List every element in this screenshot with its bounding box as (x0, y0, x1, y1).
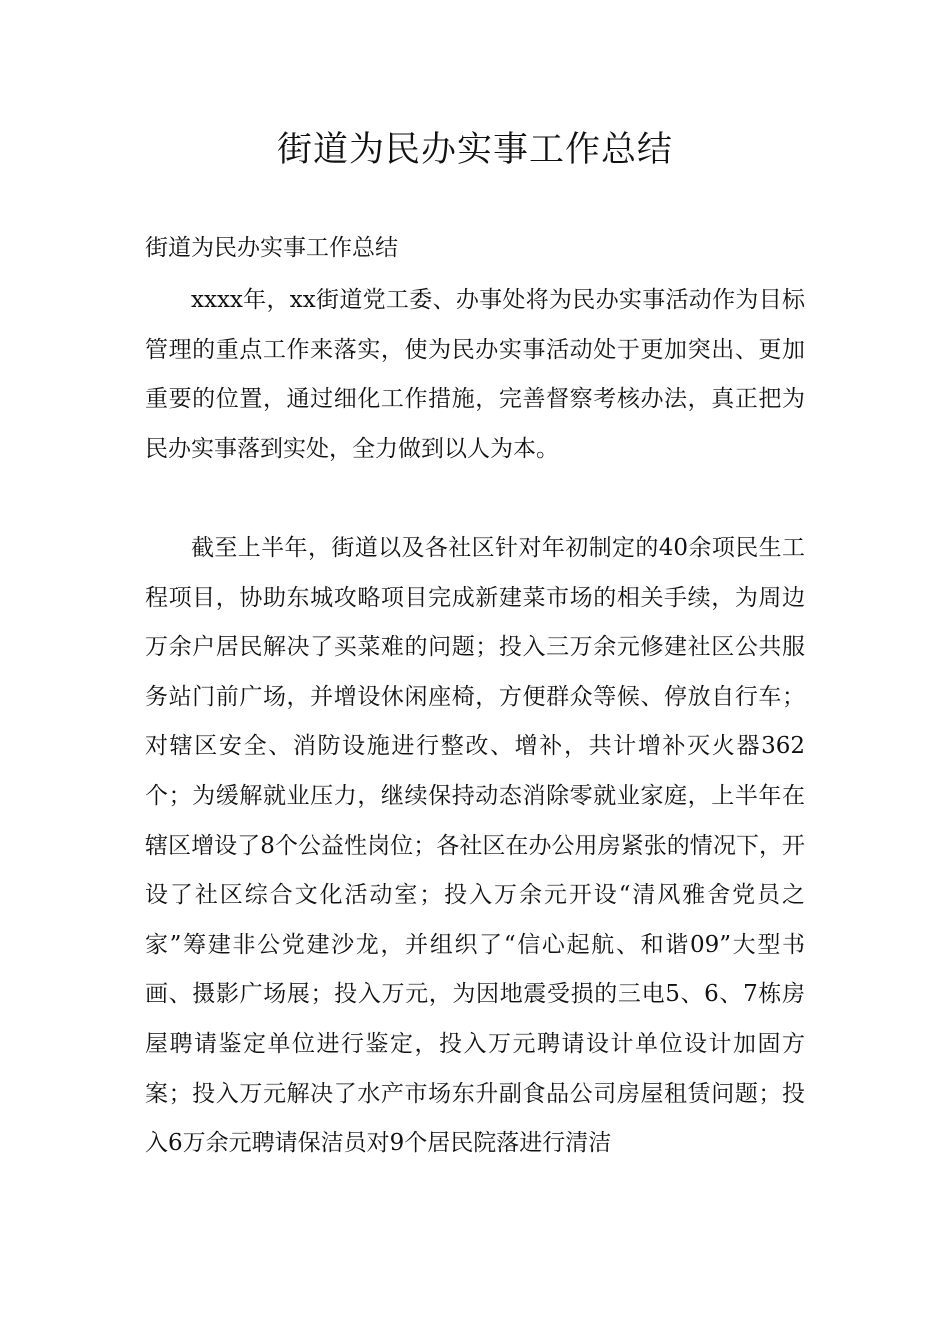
paragraph-2: 截至上半年，街道以及各社区针对年初制定的40余项民生工程项目，协助东城攻略项目完成新建菜市场的相关手续，为周边万余户居民解决了买菜难的问题；投入三万余元修建社区公共服务站门前广场，并增设休闲座椅，方便群众等候、停放自行车；对辖区安全、消防设施进行整改、增补，共计增补灭火器362个；为缓解就业压力，继续保持动态消除零就业家庭，上半年在辖区增设了8个公益性岗位；各社区在办公用房紧张的情况下，开设了社区综合文化活动室；投入万余元开设“清风雅舍党员之家”筹建非公党建沙龙，并组织了“信心起航、和谐09”大型书画、摄影广场展；投入万元，为因地震受损的三电5、6、7栋房屋聘请鉴定单位进行鉴定，投入万元聘请设计单位设计加固方案；投入万元解决了水产市场东升副食品公司房屋租赁问题；投入6万余元聘请保洁员对9个居民院落进行清洁 (145, 535, 805, 1157)
document-subtitle: 街道为民办实事工作总结 (145, 235, 398, 261)
paragraph-1: xxxx年，xx街道党工委、办事处将为民办实事活动作为目标管理的重点工作来落实，使为民办实事活动处于更加突出、更加重要的位置，通过细化工作措施，完善督察考核办法，真正把为民办实事落到实处，全力做到以人为本。 (145, 287, 805, 462)
document-title: 街道为民办实事工作总结 (276, 130, 673, 170)
